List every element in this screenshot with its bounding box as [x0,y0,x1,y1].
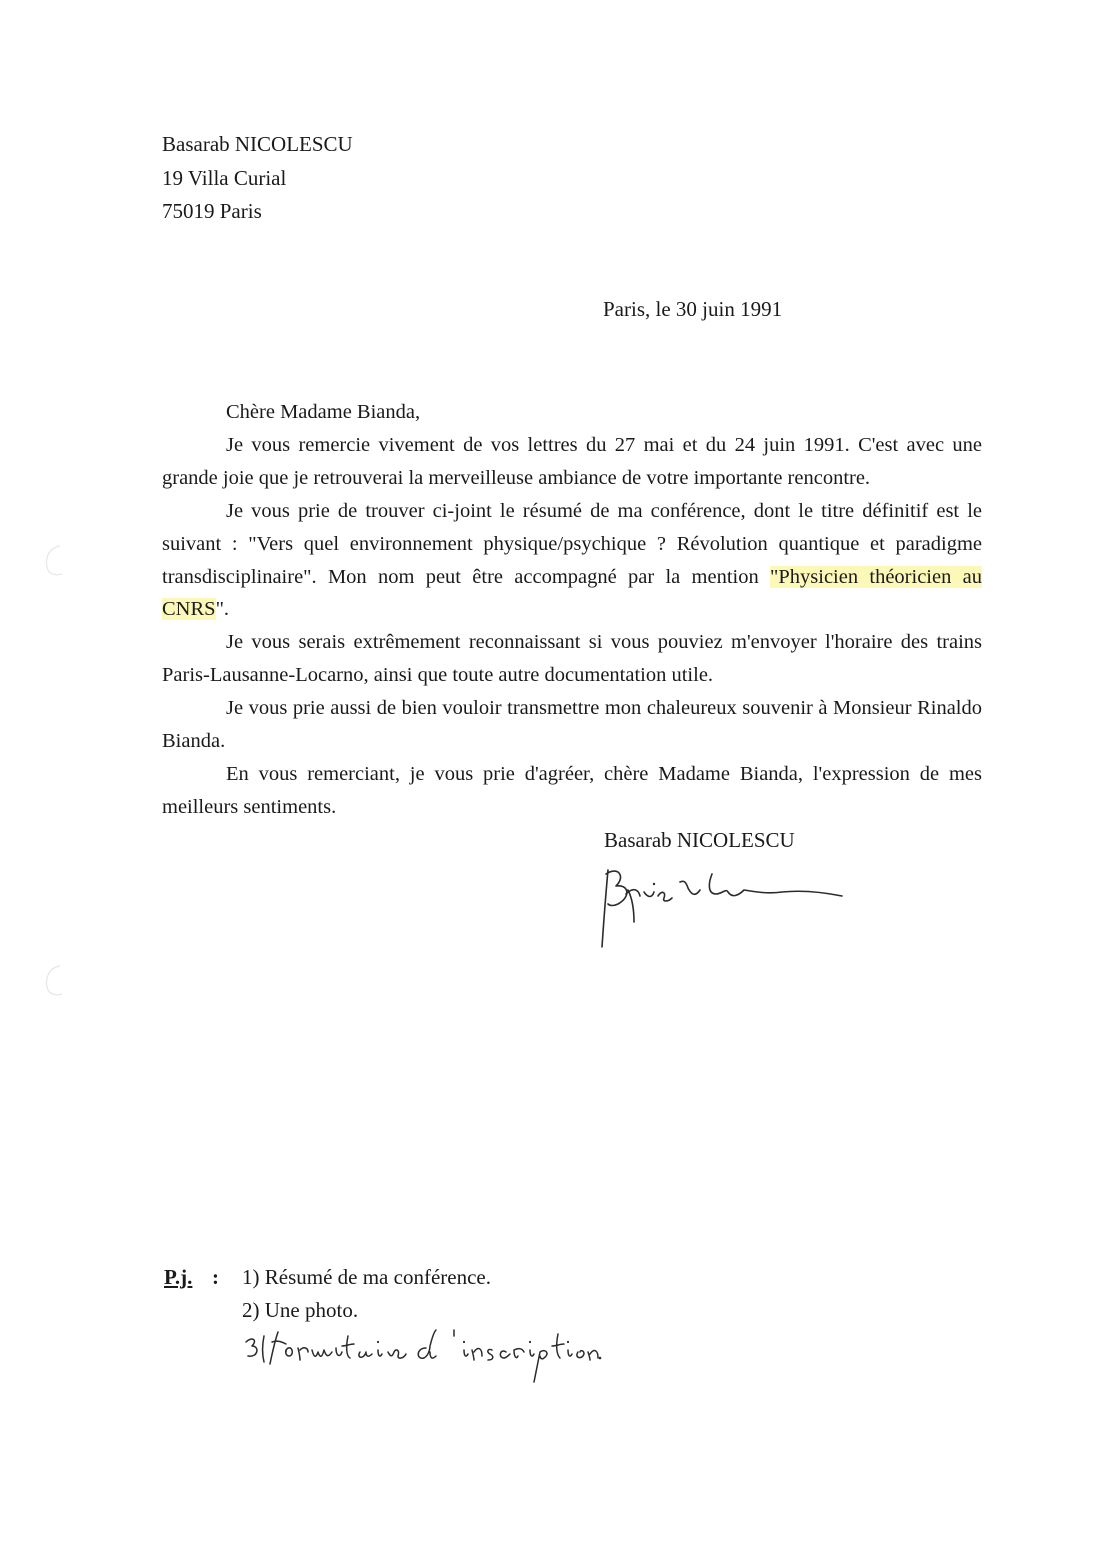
paragraph-3: Je vous serais extrêmement reconnaissant si vous pouviez m'envoyer l'horaire des trains Paris-Lausanne-Locarno, ainsi que toute autre documentation utile. [162,631,982,687]
attachments-label: P.j. [164,1265,193,1289]
sender-city: 75019 Paris [162,199,262,223]
date-line: Paris, le 30 juin 1991 [603,297,783,321]
letter-body [162,396,982,824]
attachment-item-1: 1) Résumé de ma conférence. [242,1265,491,1289]
sender-address [162,128,353,229]
paragraph-2-end: ". [215,598,230,621]
punch-hole-top-icon [38,542,68,578]
handwritten-attachment-note [242,1326,602,1391]
paragraph-2-text: Je vous prie de trouver ci-joint le résumé de ma conférence, dont le titre définitif est le suivant : "Vers quel environnement physique/psychique ? Révolution quantique et paradigme transdisciplinaire". Mon nom peut être accompagné par la mention [162,499,982,588]
paragraph-1: Je vous remercie vivement de vos lettres du 27 mai et du 24 juin 1991. C'est avec une grande joie que je retrouverai la merveilleuse ambiance de votre importante rencontre. [162,433,982,489]
sender-street: 19 Villa Curial [162,165,287,190]
punch-hole-bottom-icon [38,962,68,998]
salutation: Chère Madame Bianda, [226,401,421,423]
sender-name: Basarab NICOLESCU [162,132,353,156]
handwritten-signature [596,862,846,962]
attachments-colon: : [212,1265,219,1289]
paragraph-4: Je vous prie aussi de bien vouloir transmettre mon chaleureux souvenir à Monsieur Rinaldo Bianda. [162,697,982,753]
punch-hole-bottom [38,962,68,1003]
paragraph-2 [162,495,982,627]
paragraph-5: En vous remerciant, je vous prie d'agréer, chère Madame Bianda, l'expression de mes meilleurs sentiments. [162,762,982,818]
attachment-item-2: 2) Une photo. [242,1298,359,1322]
attachments-list [242,1261,602,1327]
punch-hole-top [38,542,68,583]
highlighted-mention: "Physicien théoricien au CNRS [162,565,982,621]
closing-name: Basarab NICOLESCU [604,828,795,852]
